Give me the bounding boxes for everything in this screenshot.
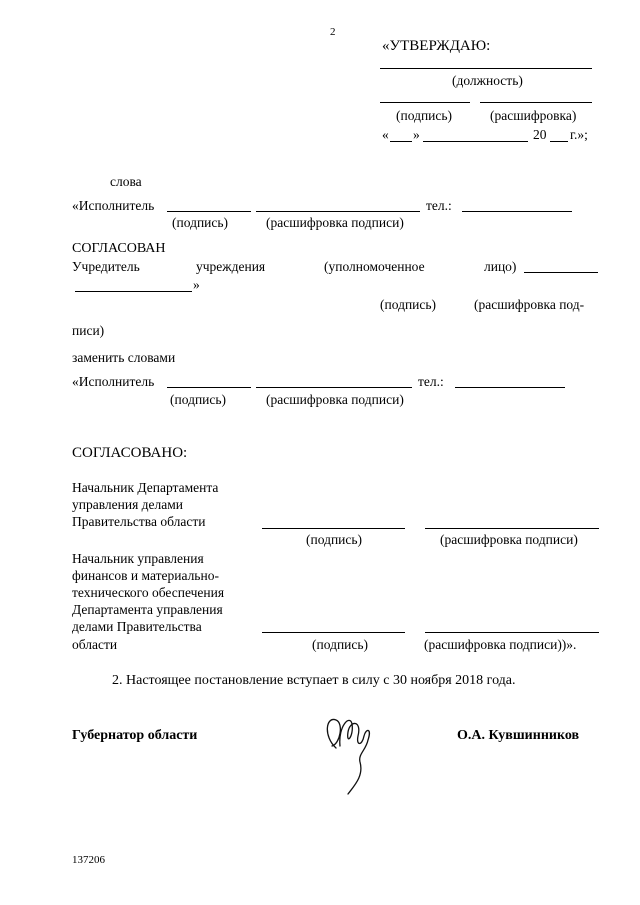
head1-line-3: Правительства области — [72, 514, 206, 529]
founder-close-quote: » — [193, 277, 200, 292]
head2-signature-caption: (подпись) — [312, 637, 369, 652]
year-suffix: г.»; — [570, 127, 588, 142]
head2-line-3: технического обеспечения — [72, 585, 225, 600]
executor-tel-line-2 — [455, 387, 565, 388]
governor-name: О.А. Кувшинников — [457, 728, 580, 743]
head1-signature-line — [262, 528, 405, 529]
year-prefix: 20 — [533, 127, 547, 142]
executor-signature-line-1 — [167, 211, 251, 212]
executor-signature-caption-1: (подпись) — [172, 215, 229, 230]
founder-decoding-caption-a: (расшифровка под- — [474, 297, 585, 312]
head2-line-6: области — [72, 637, 118, 652]
founder-word-3: (уполномоченное — [324, 259, 425, 274]
approve-title: «УТВЕРЖДАЮ: — [382, 38, 491, 54]
executor-tel-line-1 — [462, 211, 572, 212]
executor-label-2: «Исполнитель — [72, 374, 155, 389]
page-number: 2 — [330, 26, 336, 38]
position-line — [380, 68, 592, 69]
founder-signature-caption: (подпись) — [380, 297, 437, 312]
document-code: 137206 — [72, 854, 105, 866]
head2-decoding-caption: (расшифровка подписи))». — [424, 637, 577, 652]
head1-signature-caption: (подпись) — [306, 532, 363, 547]
approve-decoding-label: (расшифровка) — [490, 108, 577, 123]
position-label: (должность) — [452, 73, 523, 88]
founder-line-1 — [524, 272, 598, 273]
replace-words-label: заменить словами — [72, 350, 176, 365]
executor-decoding-line-2 — [256, 387, 412, 388]
founder-word-1: Учредитель — [72, 259, 140, 274]
executor-label-1: «Исполнитель — [72, 198, 155, 213]
head2-line-5: делами Правительства — [72, 619, 202, 634]
founder-line-2 — [75, 291, 192, 292]
head1-line-1: Начальник Департамента — [72, 480, 219, 495]
agreed-title-2: СОГЛАСОВАНО: — [72, 445, 188, 461]
head1-line-2: управления делами — [72, 497, 184, 512]
date-open-quote: « — [382, 127, 389, 142]
head1-decoding-line — [425, 528, 599, 529]
decoding-line — [480, 102, 592, 103]
date-close-quote: » — [413, 127, 420, 142]
words-label: слова — [110, 174, 142, 189]
executor-tel-label-2: тел.: — [418, 374, 444, 389]
year-line — [550, 141, 568, 142]
executor-signature-line-2 — [167, 387, 251, 388]
clause-2: 2. Настоящее постановление вступает в силу с 30 ноября 2018 года. — [112, 673, 516, 688]
agreed-title-1: СОГЛАСОВАН — [72, 241, 166, 256]
founder-word-2: учреждения — [196, 259, 266, 274]
executor-decoding-caption-1: (расшифровка подписи) — [266, 215, 404, 230]
governor-title: Губернатор области — [72, 728, 198, 743]
founder-decoding-caption-b: писи) — [72, 323, 105, 338]
date-day-line — [390, 141, 412, 142]
founder-word-4: лицо) — [484, 259, 517, 274]
head2-decoding-line — [425, 632, 599, 633]
executor-tel-label-1: тел.: — [426, 198, 452, 213]
signature-line — [380, 102, 470, 103]
head2-line-4: Департамента управления — [72, 602, 223, 617]
approve-signature-label: (подпись) — [396, 108, 453, 123]
date-month-line — [423, 141, 528, 142]
executor-decoding-caption-2: (расшифровка подписи) — [266, 392, 404, 407]
executor-signature-caption-2: (подпись) — [170, 392, 227, 407]
head1-decoding-caption: (расшифровка подписи) — [440, 532, 578, 547]
governor-signature-image — [318, 706, 388, 796]
head2-signature-line — [262, 632, 405, 633]
head2-line-1: Начальник управления — [72, 551, 204, 566]
executor-decoding-line-1 — [256, 211, 420, 212]
head2-line-2: финансов и материально- — [72, 568, 219, 583]
